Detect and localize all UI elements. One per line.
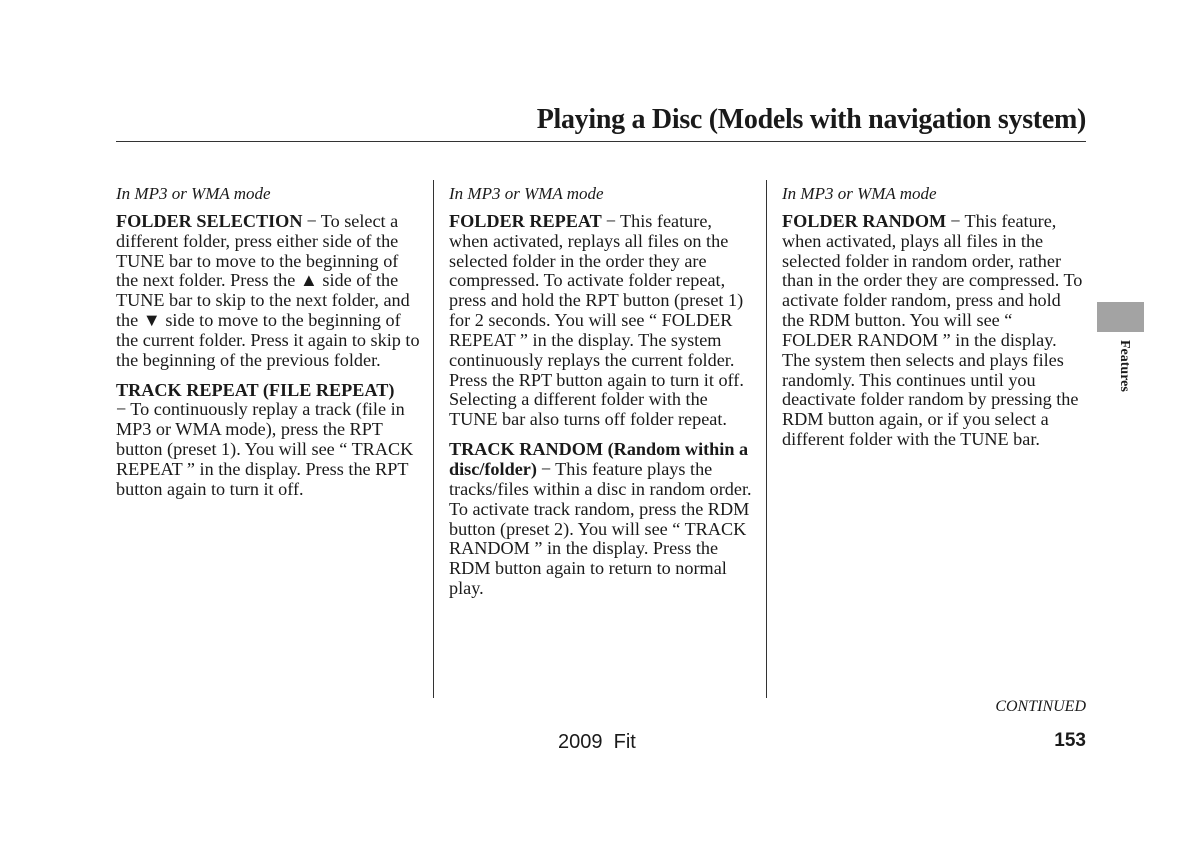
section-dash: − xyxy=(605,210,617,231)
page-number: 153 xyxy=(1054,730,1086,751)
section-track-repeat xyxy=(116,381,421,500)
section-dash: − xyxy=(306,210,317,231)
title-rule xyxy=(116,141,1086,142)
section-text: This feature plays the tracks/files within a disc in random order. To activate track random, press the RDM button (preset 2). You will see “ TRACK RANDOM ” in the display. Press the RDM button again to return to normal play. xyxy=(449,458,752,599)
section-term: FOLDER RANDOM xyxy=(782,210,947,231)
side-tab-label: Features xyxy=(1117,340,1132,392)
column-1 xyxy=(116,184,421,510)
footer-model: 2009 Fit xyxy=(558,731,636,753)
mode-label: In MP3 or WMA mode xyxy=(782,184,937,203)
column-3 xyxy=(782,184,1087,460)
section-folder-selection xyxy=(116,212,421,371)
mode-label: In MP3 or WMA mode xyxy=(116,184,271,203)
section-folder-repeat xyxy=(449,212,754,430)
section-text: To continuously replay a track (file in MP3 or WMA mode), press the RPT button (preset 1). You will see “ TRACK REPEAT ” in the display. Press the RPT button again to turn it off. xyxy=(116,399,414,499)
page-title: Playing a Disc (Models with navigation system) xyxy=(536,104,1086,135)
section-term: TRACK REPEAT (FILE REPEAT) xyxy=(116,379,395,400)
column-2 xyxy=(449,184,754,609)
section-dash: − xyxy=(950,210,961,231)
section-term: FOLDER REPEAT xyxy=(449,210,602,231)
section-text: This feature, when activated, replays all files on the selected folder in the order they are compressed. To activate folder repeat, press and hold the RPT button (preset 1) for 2 seconds. You will see “ FOLDER REPEAT ” in the display. The system continuously replays the current folder. Press the RPT button again to turn it off. Selecting a different folder with the TUNE bar also turns off folder repeat. xyxy=(449,210,744,430)
column-divider xyxy=(433,180,434,698)
continued-label: CONTINUED xyxy=(995,698,1086,715)
section-dash: − xyxy=(116,399,127,420)
section-text: This feature, when activated, plays all files in the selected folder in random order, rather than in the order they are compressed. To activate folder random, press and hold the RDM button. You will see “ FOLDER RANDOM ” in the display. The system then selects and plays files randomly. This continues until you deactivate folder random by pressing the RDM button again, or if you select a different folder with the TUNE bar. xyxy=(782,210,1083,450)
side-tab-marker xyxy=(1097,302,1144,332)
column-divider xyxy=(766,180,767,698)
mode-label: In MP3 or WMA mode xyxy=(449,184,604,203)
section-term: FOLDER SELECTION xyxy=(116,210,303,231)
section-dash: − xyxy=(540,458,552,479)
section-term: TRACK RANDOM (Random within a disc/folder) xyxy=(449,439,749,479)
section-folder-random xyxy=(782,212,1087,450)
section-track-random xyxy=(449,440,754,599)
section-text: To select a different folder, press either side of the TUNE bar to move to the beginning of the next folder. Press the ▲ side of the TUNE bar to skip to the next folder, and the ▼ side to move to the beginning of the current folder. Press it again to skip to the beginning of the previous folder. xyxy=(116,210,420,370)
